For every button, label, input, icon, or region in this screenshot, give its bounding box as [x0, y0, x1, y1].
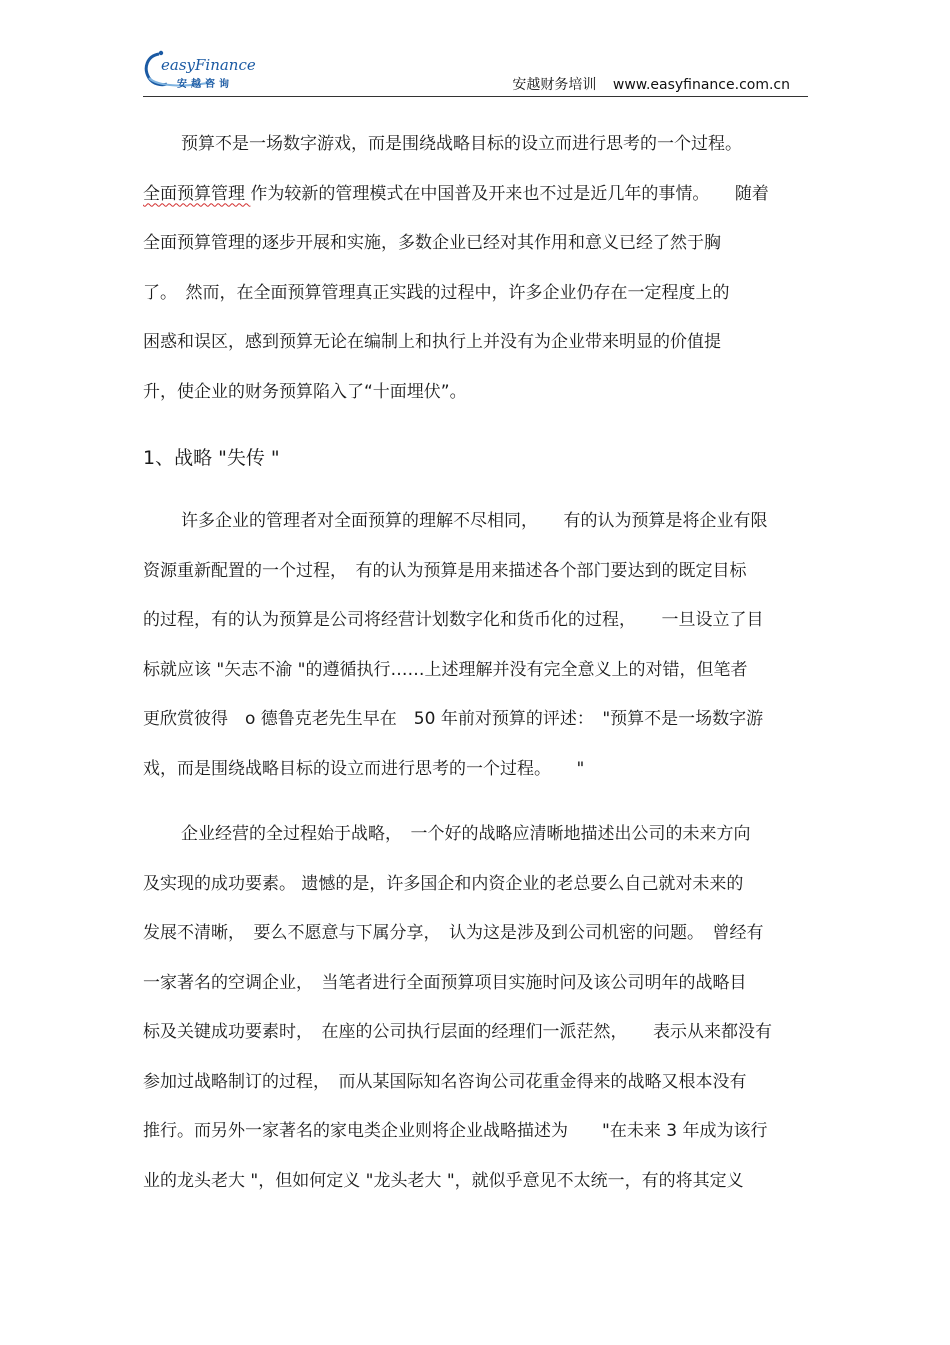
paragraph-understanding	[143, 497, 813, 794]
header-info	[512, 74, 790, 94]
text-line	[143, 170, 813, 220]
text-line: 推行。而另外一家著名的家电类企业则将企业战略描述为 "在未来 3 年成为该行	[143, 1121, 768, 1141]
text-line: 参加过战略制订的过程， 而从某国际知名咨询公司花重金得来的战略又根本没有	[143, 1071, 747, 1092]
text-line: 的过程，有的认为预算是公司将经营计划数字化和货币化的过程， 一旦设立了目	[143, 610, 764, 630]
text-line: 业的龙头老大 "，但如何定义 "龙头老大 "，就似乎意见不太统一，有的将其定义	[143, 1170, 744, 1191]
text-line: 标及关键成功要素时， 在座的公司执行层面的经理们一派茫然， 表示从来都没有	[143, 1022, 772, 1042]
highlight-term: 全面预算管理	[143, 183, 251, 204]
text-line: 戏，而是围绕战略目标的设立而进行思考的一个过程。 "	[143, 758, 585, 779]
text-line: 了。 然而，在全面预算管理真正实践的过程中，许多企业仍存在一定程度上的	[143, 282, 730, 303]
text-line: 预算不是一场数字游戏，而是围绕战略目标的设立而进行思考的一个过程。	[181, 134, 742, 154]
text-line: 许多企业的管理者对全面预算的理解不尽相同， 有的认为预算是将企业有限	[181, 511, 768, 531]
text-fragment: 作为较新的管理模式在中国普及开来也不过是近几年的事情。 随着	[250, 183, 769, 204]
text-line: 标就应该 "矢志不渝 "的遵循执行……上述理解并没有完全意义上的对错，但笔者	[143, 659, 748, 680]
easyfinance-logo	[143, 48, 263, 92]
page-header	[143, 44, 808, 97]
text-line: 企业经营的全过程始于战略， 一个好的战略应清晰地描述出公司的未来方向	[181, 824, 751, 844]
section-heading: 1、战略 "失传 "	[143, 447, 280, 469]
website-link[interactable]: www.easyfinance.com.cn	[612, 77, 790, 93]
org-name: 安越财务培训	[512, 77, 597, 93]
text-line: 升，使企业的财务预算陷入了“十面埋伏”。	[143, 381, 467, 402]
paragraph-intro	[143, 120, 813, 417]
paragraph-strategy	[143, 810, 813, 1206]
text-line: 更欣赏彼得 o 德鲁克老先生早在 50 年前对预算的评述： "预算不是一场数字游	[143, 709, 764, 729]
text-line: 一家著名的空调企业， 当笔者进行全面预算项目实施时问及该公司明年的战略目	[143, 972, 747, 993]
text-line: 资源重新配置的一个过程， 有的认为预算是用来描述各个部门要达到的既定目标	[143, 560, 747, 581]
body-content	[143, 120, 813, 1206]
text-line: 发展不清晰， 要么不愿意与下属分享， 认为这是涉及到公司机密的问题。 曾经有	[143, 923, 764, 943]
text-line: 及实现的成功要素。 遗憾的是，许多国企和内资企业的老总要么自己就对未来的	[143, 873, 744, 894]
text-line: 困惑和误区，感到预算无论在编制上和执行上并没有为企业带来明显的价值提	[143, 332, 721, 352]
text-line: 全面预算管理的逐步开展和实施，多数企业已经对其作用和意义已经了然于胸	[143, 233, 721, 253]
logo-cn-text: 安越咨询	[177, 79, 233, 90]
logo-text: easyFinance	[161, 56, 256, 74]
